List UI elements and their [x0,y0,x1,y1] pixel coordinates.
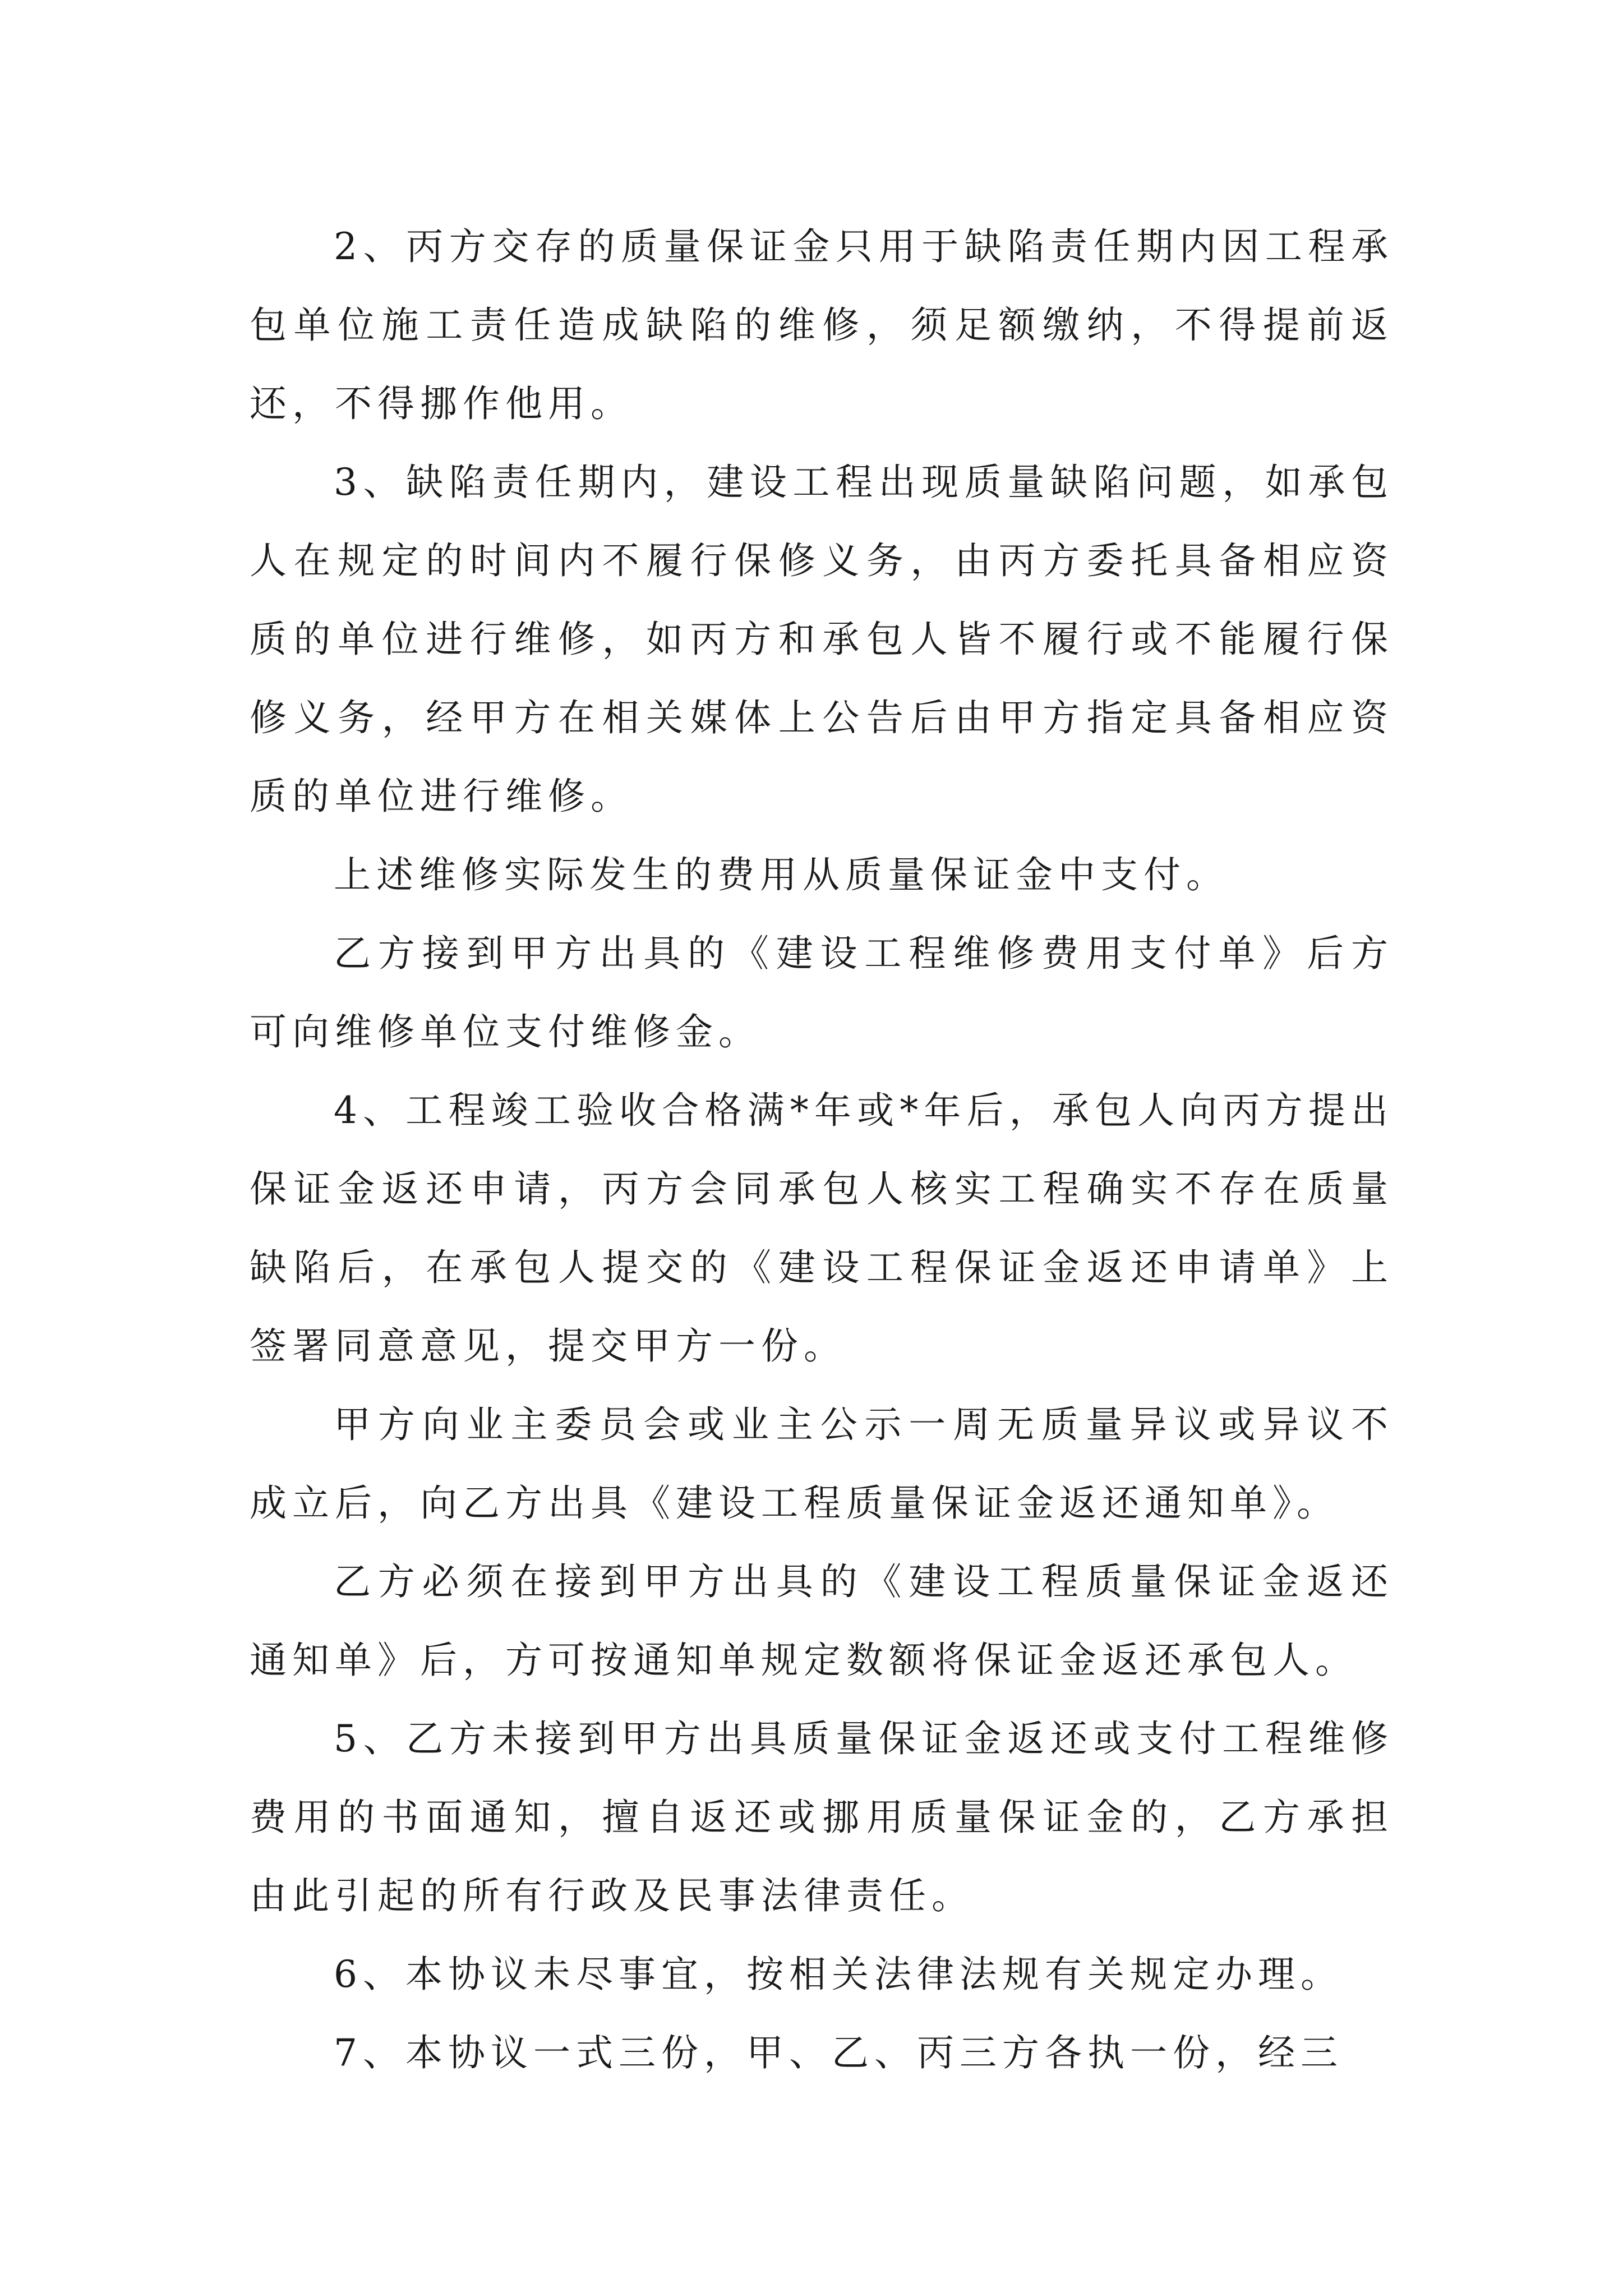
paragraph-clause-4: 4、工程竣工验收合格满*年或*年后，承包人向丙方提出保证金返还申请，丙方会同承包人核实工程确实不存在质量缺陷后，在承包人提交的《建设工程保证金返还申请单》上签署同意意见，提交甲方一份。 [250,1089,1394,1368]
paragraph-clause-5: 5、乙方未接到甲方出具质量保证金返还或支付工程维修费用的书面通知，擅自返还或挪用质量保证金的，乙方承担由此引起的所有行政及民事法律责任。 [250,1717,1394,1917]
paragraph-clause-3-cost: 上述维修实际发生的费用从质量保证金中支付。 [334,853,1229,896]
paragraph-clause-7: 7、本协议一式三份，甲、乙、丙三方各执一份，经三 [334,2031,1343,2074]
paragraph-clause-3: 3、缺陷责任期内，建设工程出现质量缺陷问题，如承包人在规定的时间内不履行保修义务，由丙方委托具备相应资质的单位进行维修，如丙方和承包人皆不履行或不能履行保修义务，经甲方在相关媒体上公告后由甲方指定具备相应资质的单位进行维修。 [250,461,1394,818]
document-body [250,208,1394,2092]
paragraph-clause-4-return: 乙方必须在接到甲方出具的《建设工程质量保证金返还通知单》后，方可按通知单规定数额将保证金返还承包人。 [250,1560,1394,1682]
paragraph-clause-3-payment: 乙方接到甲方出具的《建设工程维修费用支付单》后方可向维修单位支付维修金。 [250,932,1394,1053]
paragraph-clause-4-publicity: 甲方向业主委员会或业主公示一周无质量异议或异议不成立后，向乙方出具《建设工程质量保证金返还通知单》。 [250,1403,1394,1525]
paragraph-clause-6: 6、本协议未尽事宜，按相关法律法规有关规定办理。 [334,1953,1343,1996]
paragraph-clause-2: 2、丙方交存的质量保证金只用于缺陷责任期内因工程承包单位施工责任造成缺陷的维修，须足额缴纳，不得提前返还，不得挪作他用。 [250,225,1394,425]
